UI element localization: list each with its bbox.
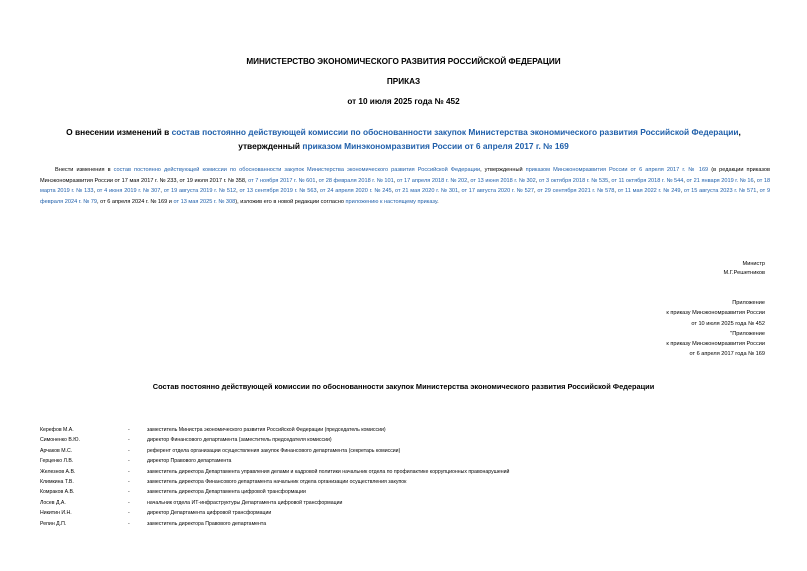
signatory-position: Министр <box>742 261 765 267</box>
member-row <box>40 508 780 518</box>
intro-link[interactable]: от 19 августа 2019 г. № 512 <box>163 188 237 195</box>
order-date-number: от 10 июля 2025 года № 452 <box>347 97 460 106</box>
intro-link[interactable]: от 13 сентября 2019 г. № 563 <box>239 188 317 195</box>
member-name: Репин Д.П. <box>40 520 67 527</box>
intro-link[interactable]: от 13 мая 2025 г. № 308 <box>173 198 236 205</box>
appendix-reference <box>465 298 765 360</box>
intro-text: , <box>756 188 760 195</box>
member-role: директор Финансового департамента (заместитель председателя комиссии) <box>147 437 332 444</box>
intro-text: , <box>535 177 539 184</box>
member-role: заместитель директора Департамента управления делами и кадровой политики начальник отдела по профилактике коррупционных правонарушений <box>147 468 510 475</box>
intro-link[interactable]: приложению к настоящему приказу <box>345 198 438 205</box>
member-dash: - <box>128 489 130 496</box>
intro-link[interactable]: от 7 ноября 2017 г. № 601 <box>248 177 316 184</box>
intro-text: , <box>608 177 612 184</box>
intro-text: , <box>236 188 240 195</box>
member-row <box>40 456 780 466</box>
intro-text: , <box>680 188 684 195</box>
member-role: директор Правового департамента <box>147 458 232 465</box>
member-role: заместитель директора Финансового департамента начальник отдела организации осуществления закупок <box>147 478 407 485</box>
appendix-line: к приказу Минэкономразвития России <box>666 341 765 348</box>
intro-text: , <box>533 188 538 195</box>
member-name: Климкина Т.В. <box>40 478 74 485</box>
member-dash: - <box>128 468 130 475</box>
member-dash: - <box>128 520 130 527</box>
member-dash: - <box>128 447 130 454</box>
member-row <box>40 435 780 445</box>
intro-text: , от 6 апреля 2024 г. № 169 и <box>97 198 174 205</box>
intro-text: , <box>93 188 97 195</box>
intro-link[interactable]: от 11 октября 2018 г. № 544 <box>611 177 684 184</box>
member-row <box>40 487 780 497</box>
intro-text: , <box>458 188 462 195</box>
intro-link[interactable]: от 18 марта 2019 г. № 133 <box>40 177 771 195</box>
member-row <box>40 467 780 477</box>
intro-link[interactable]: от 15 августа 2023 г. № 571 <box>683 188 757 195</box>
intro-paragraph <box>40 165 770 207</box>
ministry-heading: МИНИСТЕРСТВО ЭКОНОМИЧЕСКОГО РАЗВИТИЯ РОССИЙСКОЙ ФЕДЕРАЦИИ <box>246 57 561 66</box>
intro-link[interactable]: от 21 января 2019 г. № 16 <box>686 177 754 184</box>
member-dash: - <box>128 478 130 485</box>
intro-text: , <box>393 177 397 184</box>
intro-link[interactable]: от 21 мая 2020 г. № 301 <box>394 188 459 195</box>
member-dash: - <box>128 458 130 465</box>
member-row <box>40 425 780 435</box>
member-name: Никитин И.Н. <box>40 510 72 517</box>
composition-title: Состав постоянно действующей комиссии по обоснованности закупок Министерства экономического развития Российской Федерации <box>152 382 655 391</box>
intro-text: , <box>316 188 320 195</box>
appendix-line: "Приложение <box>730 330 765 337</box>
title-link-composition[interactable]: состав постоянно действующей комиссии по обоснованности закупок Министерства экономического развития Российской Федерации <box>171 127 739 137</box>
member-role: директор Департамента цифровой трансформации <box>147 510 272 517</box>
member-name: Комраков А.В. <box>40 489 75 496</box>
document-title <box>40 125 767 153</box>
appendix-line: к приказу Минэкономразвития России <box>666 310 765 317</box>
intro-text: , <box>391 188 395 195</box>
intro-link[interactable]: приказом Минэкономразвития России от 6 апреля 2017 г. № 169 <box>525 167 709 173</box>
member-dash: - <box>128 427 130 433</box>
member-name: Арчаков М.С. <box>40 447 73 454</box>
member-role: заместитель директора Департамента цифровой трансформации <box>147 489 306 496</box>
intro-text: ), изложив его в новой редакции согласно <box>235 198 346 205</box>
order-heading: ПРИКАЗ <box>386 77 421 86</box>
title-text: О внесении изменений в <box>66 127 172 137</box>
intro-text: , <box>315 177 319 184</box>
intro-text: , <box>614 188 618 195</box>
member-dash: - <box>128 499 130 506</box>
intro-link[interactable]: от 4 июня 2019 г. № 307 <box>96 188 161 195</box>
title-text: , утвержденный <box>238 127 741 151</box>
member-name: Керефов М.А. <box>40 427 74 433</box>
intro-text: , <box>467 177 471 184</box>
intro-link[interactable]: от 9 февраля 2024 г. № 79 <box>40 188 771 205</box>
member-dash: - <box>128 437 130 444</box>
intro-text: (в редакции приказов Минэкономразвития России от 17 мая 2017 г. № 233, от 19 июля 2017 г. № 358, <box>40 167 771 184</box>
intro-link[interactable]: от 3 октября 2018 г. № 535 <box>538 177 609 184</box>
member-row <box>40 498 780 508</box>
member-role: референт отдела организации осуществления закупок Финансового департамента (секретарь комиссии) <box>147 447 401 454</box>
member-role: начальник отдела ИТ-инфраструктуры Департамента цифровой трансформации <box>147 499 343 506</box>
intro-link[interactable]: от 13 июня 2018 г. № 302 <box>470 177 536 184</box>
member-row <box>40 519 780 529</box>
appendix-line: от 6 апреля 2017 года № 169 <box>689 351 765 358</box>
member-role: заместитель директора Правового департамента <box>147 520 267 527</box>
member-row <box>40 446 780 456</box>
appendix-line: Приложение <box>732 300 765 306</box>
member-name: Герценко Л.В. <box>40 458 74 465</box>
member-name: Лосев Д.А. <box>40 499 66 506</box>
intro-text: Внести изменения в <box>55 167 114 173</box>
intro-link[interactable]: от 28 февраля 2018 г. № 101 <box>318 177 394 184</box>
intro-text: , <box>160 188 164 195</box>
intro-link[interactable]: от 17 августа 2020 г. № 527 <box>461 188 534 195</box>
intro-link[interactable]: от 11 мая 2022 г. № 249 <box>617 188 681 195</box>
member-role: заместитель Министра экономического развития Российской Федерации (председатель комиссии) <box>147 427 386 433</box>
member-name: Железнов А.В. <box>40 468 76 475</box>
intro-link[interactable]: от 29 сентября 2021 г. № 578 <box>537 188 615 195</box>
member-row <box>40 477 780 487</box>
members-list <box>40 425 780 529</box>
intro-text: , утвержденный <box>480 167 526 173</box>
intro-text: . <box>437 198 439 205</box>
signatory-name: М.Г.Решетников <box>723 270 765 276</box>
intro-text: , <box>753 177 757 184</box>
member-dash: - <box>128 510 130 517</box>
member-name: Симоненко В.Ю. <box>40 437 80 444</box>
intro-link[interactable]: от 24 апреля 2020 г. № 245 <box>319 188 392 195</box>
intro-link[interactable]: от 17 апреля 2018 г. № 202 <box>396 177 468 184</box>
intro-text: , <box>683 177 687 184</box>
appendix-line: от 10 июля 2025 года № 452 <box>691 320 765 327</box>
intro-link[interactable]: состав постоянно действующей комиссии по обоснованности закупок Министерства экономического развития Российской Федерации <box>113 167 481 173</box>
title-link-order[interactable]: приказом Минэкономразвития России от 6 апреля 2017 г. № 169 <box>302 141 569 151</box>
